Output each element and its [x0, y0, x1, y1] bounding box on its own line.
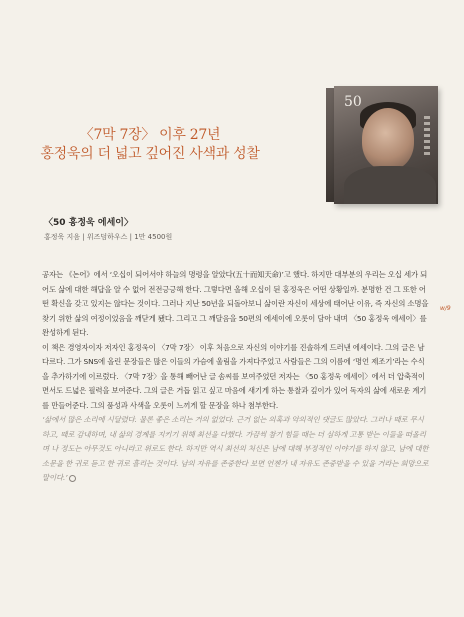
book-cover-number: 50: [344, 94, 362, 110]
author-portrait: [362, 108, 414, 170]
headline: [0, 126, 300, 164]
headline-line-2: 홍정욱의 더 넓고 깊어진 사색과 성찰: [40, 146, 260, 162]
book-meta: 홍정욱 지음 | 위즈덤하우스 | 1만 4500원: [44, 233, 173, 241]
article-body: [42, 268, 430, 486]
book-info: [44, 217, 424, 243]
quote-text: ‘삶에서 많은 소리에 시달렸다. 물론 좋은 소리는 거의 없었다. 근거 없는 의혹과 악의적인 댓글도 많았다. 그러나 때로 무시하고, 때로 감내하며, 내 삶의 경계를 지키기 위해 최선을 다했다. 가끔씩 참기 힘들 때는 더 심하게 고통 받는 이들을 떠올리며 나 정도는 아무것도 아니라고 위로도 한다. 하지만 역시 최선의 처신은 남에 대해 부정적인 이야기를 하지 않고, 남에 대한 소문을 한 귀로 듣고 한 귀로 흘리는 것이다. 남의 자유를 존중한다 보면 언젠가 내 자유도 존중받을 수 있을 거라는 희망으로 말이다.’: [42, 415, 429, 482]
body-paragraph-1: 공자는 《논어》에서 ‘오십이 되어서야 하늘의 명령을 알았다(五十而知天命)’고 했다. 하지만 대부분의 우리는 오십 세가 되어도 삶에 대한 해답을 알 수 없어 전전긍긍해 한다. 그렇다면 올해 오십이 된 홍정욱은 어떤 상황일까. 분명한 건 그 또한 어떤 확신을 갖고 있지는 않다는 것이다. 그러나 지난 50년을 되돌아보니 삶이란 자신이 세상에 태어난 이유, 즉 자신의 소명을 찾기 위한 삶의 여정이었음을 깨닫게 됐다. 그리고 그 깨달음을 50편의 에세이에 오롯이 담아 내며 〈50 홍정욱 에세이〉를 완성하게 된다.: [42, 270, 429, 337]
book-title: 〈50 홍정욱 에세이〉: [44, 218, 133, 228]
headline-line-1: 〈7막 7장〉 이후 27년: [79, 127, 221, 143]
book-front-cover: [334, 86, 438, 204]
book-spine: [326, 88, 334, 202]
end-mark-icon: [69, 475, 76, 482]
book-cover-image: [326, 86, 438, 204]
page-marker: w/9: [440, 305, 451, 312]
body-paragraph-2: 이 책은 경영자이자 저자인 홍정욱이 〈7막 7장〉 이후 처음으로 자신의 이야기를 진솔하게 드러낸 에세이다. 그의 글은 남다르다. 그가 SNS에 올린 문장들은 많은 이들의 가슴에 울림을 가져다주었고 사람들은 그의 이름에 ‘명언 제조기’라는 수식을 추가하기에 이르렀다. 〈7막 7장〉을 통해 빼어난 글 솜씨를 보여주었던 저자는 〈50 홍정욱 에세이〉에서 더 압축적이면서도 드넓은 필력을 보여준다. 그의 글은 거듭 읽고 싶고 마음에 새기게 하는 통찰과 깊이가 있어 독자의 삶에 새로운 계기를 만들어준다. 그의 품성과 사색을 오롯이 느끼게 할 문장을 하나 첨부한다.: [42, 342, 427, 410]
author-shoulders: [344, 166, 436, 204]
book-cover-vertical-title: [424, 116, 430, 156]
quote-paragraph: [42, 413, 430, 486]
